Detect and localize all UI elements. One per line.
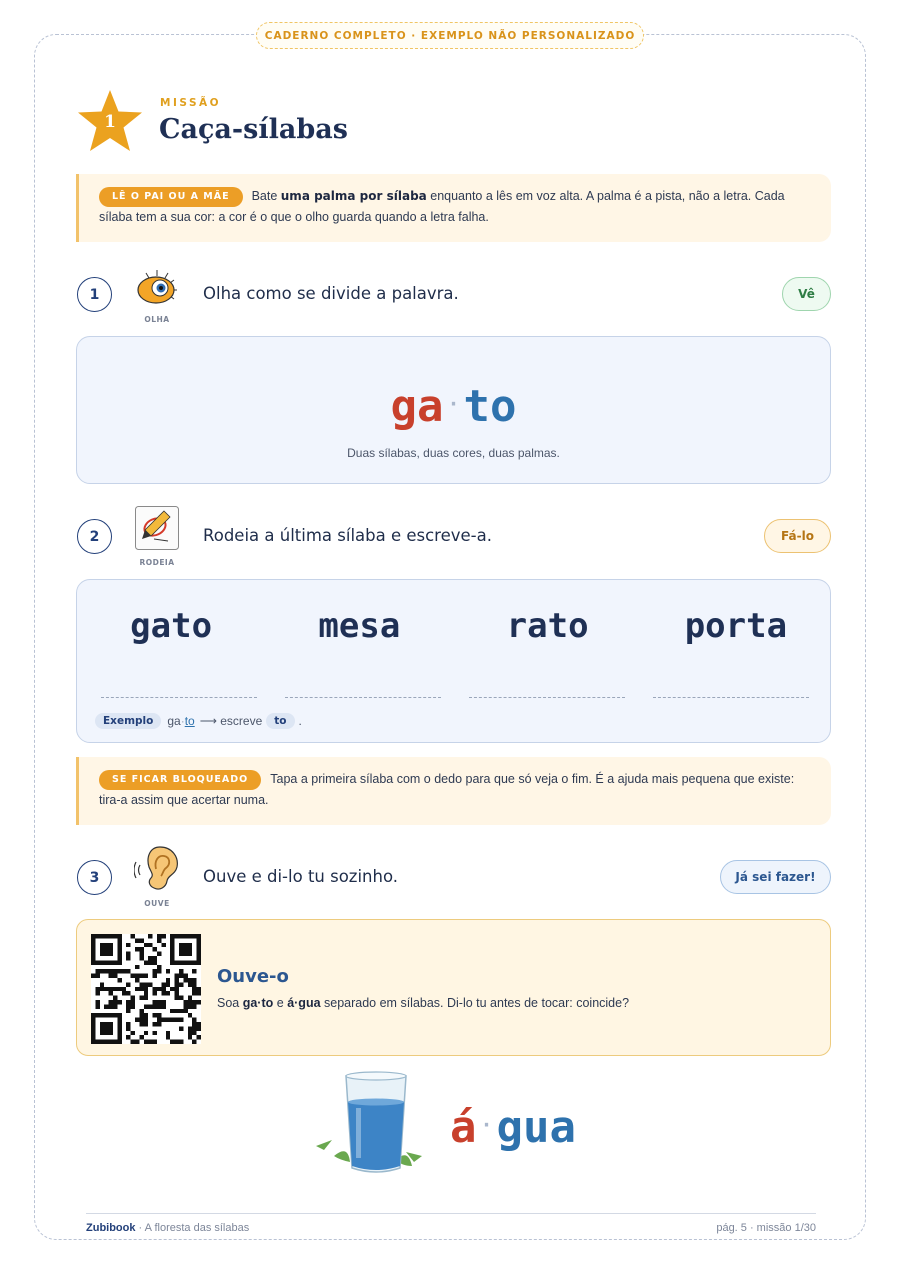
audio-word-2: á·gua [287,996,321,1010]
step-1-icon-label: OLHA [144,315,170,324]
i-can-do-it-button[interactable]: Já sei fazer! [720,860,831,894]
step-1-text: Olha como se divide a palavra. [203,284,459,303]
example-syllable-b: to [184,714,195,728]
page-title: Caça-sílabas [159,114,348,145]
syllable-dot: · [480,1113,493,1137]
writing-line[interactable] [101,692,257,698]
split-word-caption: Duas sílabas, duas cores, duas palmas. [347,446,560,460]
syllable-gua: gua [496,1102,577,1153]
step-3-icon-label: OUVE [144,899,170,908]
example-answer: to [266,713,294,729]
parent-note-text-2: enquanto a lês em voz alta. A palma é a pista, não a letra. Cada sílaba tem a sua cor: a cor é o que o olho guarda quando a letra falha. [99,189,785,224]
step-2-number: 2 [77,519,112,554]
ear-icon [134,845,180,891]
practice-word-porta[interactable]: porta [684,606,788,646]
practice-word-rato[interactable]: rato [506,606,589,646]
step-3-text: Ouve e di-lo tu sozinho. [203,867,399,886]
step-3-number: 3 [77,860,112,895]
example-tag: Exemplo [95,713,161,729]
do-it-button[interactable]: Fá-lo [764,519,831,553]
step-2-text: Rodeia a última sílaba e escreve-a. [203,526,492,545]
parent-note-pill: LÊ O PAI OU A MÃE [99,187,243,207]
practice-word-mesa[interactable]: mesa [318,606,401,646]
pencil-icon [134,505,180,551]
eye-icon [134,268,180,314]
glass-of-water-icon [310,1068,428,1178]
writing-line[interactable] [469,692,625,698]
syllable-to: to [463,381,517,432]
see-button[interactable]: Vê [782,277,831,311]
footer-page: pág. 5 · missão 1/30 [716,1222,816,1234]
practice-word-gato[interactable]: gato [130,606,213,646]
audio-description [217,996,629,1010]
step-1-number: 1 [77,277,112,312]
parent-note-text: Bate [251,189,281,203]
audio-desc-1: Soa [217,996,243,1010]
example-row [95,711,302,731]
footer-book-title: · A floresta das sílabas [135,1222,250,1234]
audio-desc-2: e [273,996,288,1010]
example-end: . [298,714,302,728]
syllable-dot: · [447,392,460,416]
notebook-tag: CADERNO COMPLETO · EXEMPLO NÃO PERSONALIZADO [256,22,644,49]
practice-words [77,604,830,648]
example-dot: · [180,714,185,728]
qr-code[interactable] [91,934,201,1044]
syllable-a: á [450,1102,477,1153]
footer-divider [86,1213,816,1214]
parent-note-bold: uma palma por sílaba [280,189,427,203]
practice-panel [76,579,831,743]
split-word [77,377,830,434]
mission-kicker: MISSÃO [160,97,222,109]
mission-number: 1 [104,112,116,132]
syllable-ga: ga [390,381,444,432]
audio-word-1: ga·to [242,996,274,1010]
parent-note [76,174,831,242]
audio-box [76,919,831,1056]
example-syllable-a: ga [167,714,181,728]
writing-line[interactable] [285,692,441,698]
audio-title: Ouve-o [217,966,289,987]
step-2-icon-label: RODEIA [139,558,175,567]
example-arrow-text: ⟶ escreve [199,714,263,728]
footer-brand-name: Zubibook [86,1222,136,1234]
split-word-panel [76,336,831,484]
stuck-note-pill: SE FICAR BLOQUEADO [99,770,261,790]
stuck-note [76,757,831,825]
stuck-note-text: Tapa a primeira sílaba com o dedo para que só veja o fim. É a ajuda mais pequena que existe: tira-a assim que acertar numa. [99,772,795,807]
writing-line[interactable] [653,692,809,698]
audio-desc-3: separado em sílabas. Di-lo tu antes de tocar: coincide? [320,996,630,1010]
bottom-word [450,1098,576,1155]
writing-lines [101,692,809,698]
footer-brand [86,1222,249,1234]
